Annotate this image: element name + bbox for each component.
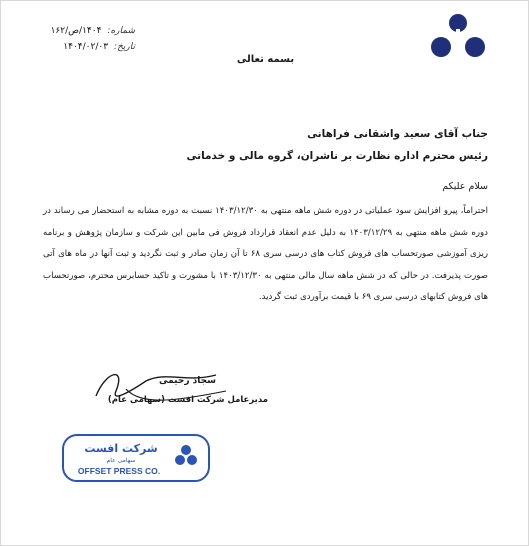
letter-number-row: [15, 23, 135, 39]
company-stamp: [61, 433, 211, 483]
letter-number-label: شماره:: [107, 26, 135, 36]
stamp-fa-name: شرکت افست: [84, 442, 158, 455]
addressee-block: [187, 123, 488, 167]
letter-date-value: ۱۴۰۴/۰۲/۰۳: [63, 42, 109, 52]
logo-white-cut: [456, 29, 460, 47]
letter-date-label: تاریخ:: [114, 42, 135, 52]
addressee-name: جناب آقای سعید واشقانی فراهانی: [307, 128, 488, 140]
bismillah-heading: بسمه تعالی: [236, 54, 295, 65]
letter-body: احتراماً، پیرو افزایش سود عملیاتی در دوره شش ماهه منتهی به ۱۴۰۳/۱۲/۳۰ نسبت به دوره مشابه به استحضار می رساند در دوره شش ماهه منتهی به ۱۴۰۳/۱۲/۲۹ به دلیل عدم انعقاد قرارداد فروش فی مابین این شرکت و سازمان پژوهش و برنامه ریزی آموزشی صورتحساب های فروش کتاب های درسی سری ۶۸ تا آن زمان صادر و ثبت نگردید و ثبت آنها در ماه های آتی صورت پذیرفت. در حالی که در شش ماهه سال مالی منتهی به ۱۴۰۳/۱۲/۳۰ با مشورت و تاکید حسابرس محترم، صورتحساب های فروش کتابهای درسی سری ۶۹ با قیمت برآوردی ثبت گردید.: [43, 206, 489, 302]
letter-date-row: [15, 39, 135, 55]
letter-number-value: ۱۴۰۴/ص/۱۶۲: [50, 26, 102, 36]
stamp-logo-icon: [175, 445, 197, 465]
signatory-block: [56, 371, 276, 431]
addressee-position: رئیس محترم اداره نظارت بر ناشران، گروه مالی و خدماتی: [186, 150, 488, 162]
signatory-name: سجاد رحیمی: [159, 376, 216, 386]
signatory-title: مدیرعامل شرکت افست (سهامی عام): [107, 395, 268, 405]
letter-meta: [15, 23, 135, 55]
stamp-fa-sub: سهامی عام: [106, 457, 136, 464]
greeting-line: سلام علیکم: [442, 181, 488, 192]
stamp-en-name: OFFSET PRESS CO.: [77, 466, 161, 476]
